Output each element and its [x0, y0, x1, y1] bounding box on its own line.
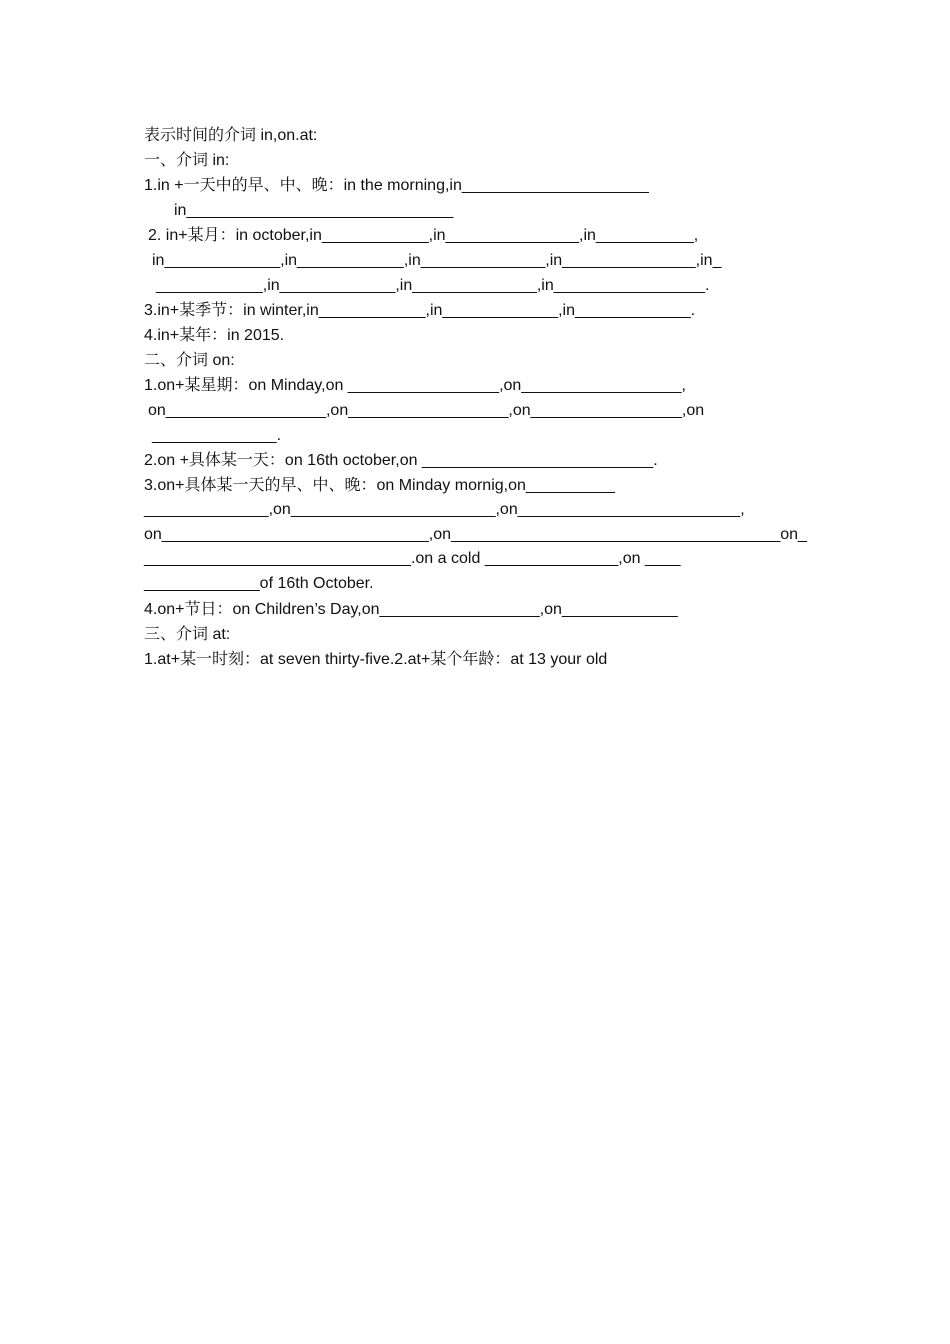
on-item1-line2: on__________________,on__________________,on_________________,on [148, 402, 705, 419]
on-item3-line2: ______________,on_______________________,on_________________________, [144, 501, 745, 518]
in-item4: 4.in+某年：in 2015. [144, 327, 285, 344]
section-at-heading: 三、介词 at: [144, 626, 231, 643]
on-item3-line5: _____________of 16th October. [144, 575, 374, 592]
in-item1-line1: 1.in +一天中的早、中、晚：in the morning,in_____________________ [144, 177, 649, 194]
in-item2-line1: 2. in+某月：in october,in____________,in_______________,in___________, [148, 227, 699, 244]
in-item1-line2: in______________________________ [174, 202, 454, 219]
section-on-heading: 二、介词 on: [144, 352, 235, 369]
at-item1: 1.at+某一时刻：at seven thirty-five.2.at+某个年龄：at 13 your old [144, 651, 608, 668]
section-in-heading: 一、介词 in: [144, 152, 230, 169]
in-item2-line3: ____________,in_____________,in______________,in_________________. [156, 277, 710, 294]
on-item1-line3: ______________. [152, 427, 282, 444]
on-item3-line4: ______________________________.on a cold _______________,on ____ [144, 550, 681, 567]
in-item3: 3.in+某季节：in winter,in____________,in_____________,in_____________. [144, 302, 696, 319]
on-item3-line3: on______________________________,on_____________________________________on_ [144, 526, 807, 543]
doc-title: 表示时间的介词 in,on.at: [144, 127, 318, 144]
on-item1-line1: 1.on+某星期：on Minday,on _________________,on__________________, [144, 377, 686, 394]
on-item3-line1: 3.on+具体某一天的早、中、晚：on Minday mornig,on__________ [144, 477, 615, 494]
on-item2: 2.on +具体某一天：on 16th october,on __________________________. [144, 452, 658, 469]
on-item4: 4.on+节日：on Children’s Day,on__________________,on_____________ [144, 601, 678, 618]
in-item2-line2: in_____________,in____________,in______________,in_______________,in_ [152, 252, 722, 269]
